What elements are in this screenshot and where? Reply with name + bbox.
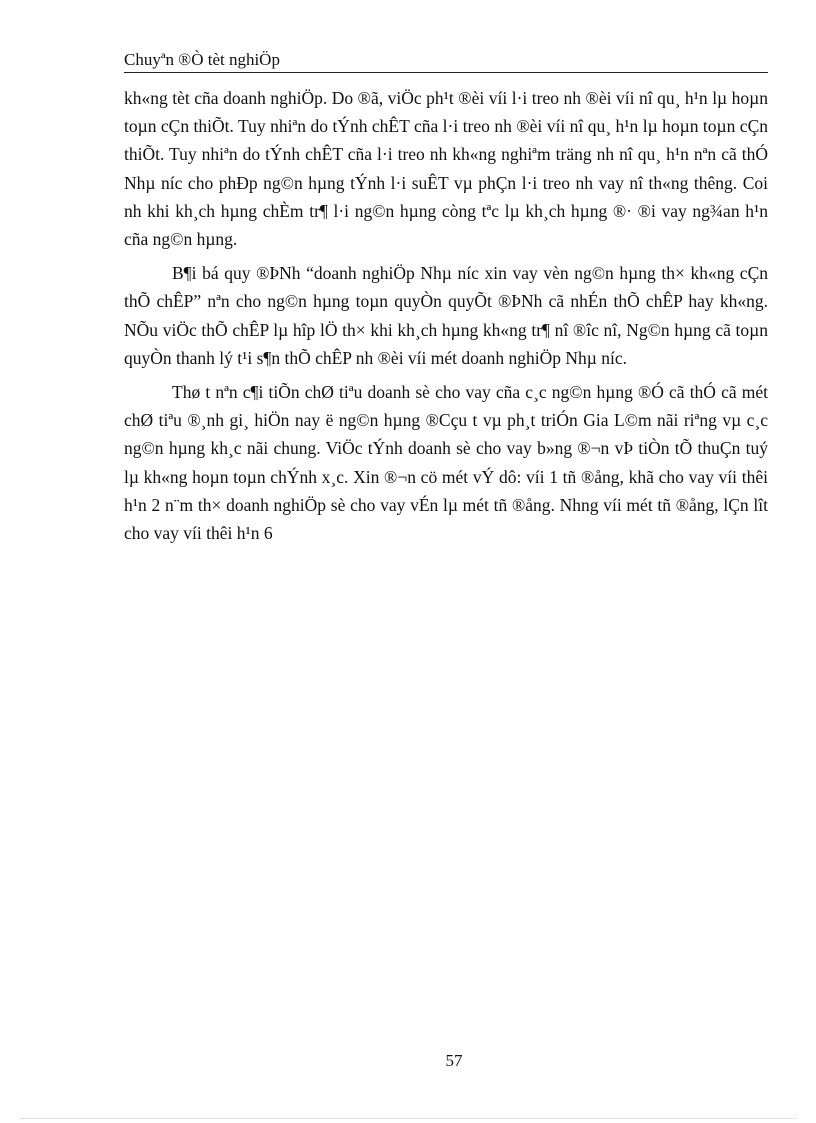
paragraph-3: Thø t nªn c¶i tiÕn chØ tiªu doanh sè cho vay cña c¸c ng©n hµng ®Ó cã thÓ cã mét chØ tiªu ®¸nh gi¸ hiÖn nay ë ng©n hµng ®Cçu t vµ ph¸t triÓn Gia L©m nãi riªng vµ c¸c ng©n hµng kh¸c nãi chung. ViÖc tÝnh doanh sè cho vay b»ng ®¬n vÞ tiÒn tÕ thuÇn tuý lµ kh«ng hoµn toµn chÝnh x¸c. Xin ®¬n cö mét vÝ dô: víi 1 tñ ®ång, khã cho vay víi thêi h¹n 2 n¨m th× doanh nghiÖp sè cho vay vÉn lµ mét tñ ®ång. Nhng víi mét tñ ®ång, lÇn lît cho vay víi thêi h¹n 6 <box>124 382 768 544</box>
body-text <box>124 84 768 553</box>
header-title: Chuyªn ®Ò tèt nghiÖp <box>124 50 280 69</box>
bottom-rule <box>20 1118 796 1119</box>
paragraph-1: kh«ng tèt cña doanh nghiÖp. Do ®ã, viÖc ph¹t ®èi víi l·i treo nh ®èi víi nî qu¸ h¹n lµ hoµn toµn cÇn thiÕt. Tuy nhiªn do tÝnh chÊT cña l·i treo nh ®èi víi nî qu¸ h¹n lµ hoµn toµn cÇn thiÕt. Tuy nhiªn do tÝnh chÊT cña l·i treo nh kh«ng nghiªm träng nh nî qu¸ h¹n nªn cã thÓ Nhµ níc cho phÐp ng©n hµng tÝnh l·i suÊT vµ phÇn l·i treo nh vay nî th«ng thêng. Coi nh khi kh¸ch hµng chÈm tr¶ l·i ng©n hµng còng tªc lµ kh¸ch hµng ®· ®i vay ng¾an h¹n cña ng©n hµng. <box>124 88 768 250</box>
running-header <box>124 48 768 73</box>
page-number: 57 <box>445 1051 463 1070</box>
paragraph-2: B¶i bá quy ®ÞNh “doanh nghiÖp Nhµ níc xin vay vèn ng©n hµng th× kh«ng cÇn thÕ chÊP” nªn cho ng©n hµng toµn quyÒn quyÕt ®ÞNh cã nhÉn thÕ chÊP hay kh«ng. NÕu viÖc thÕ chÊP lµ hîp lÖ th× khi kh¸ch hµng kh«ng tr¶ nî ®îc nî, Ng©n hµng cã toµn quyÒn thanh lý t¹i s¶n thÕ chÊP nh ®èi víi mét doanh nghiÖp Nhµ níc. <box>124 263 768 368</box>
